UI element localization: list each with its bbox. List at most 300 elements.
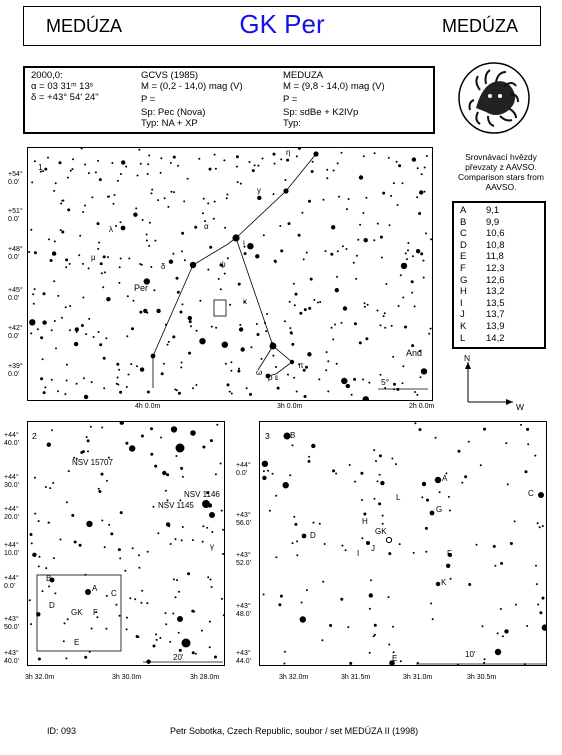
star [252,169,255,172]
star [388,552,391,555]
map2-x-tick-line: 3h 30.0m [112,674,142,681]
star [91,628,93,630]
map3-x-tick-2 [403,674,432,682]
comparison-mag: 11,8 [486,251,504,263]
star [162,471,166,475]
star [95,171,97,173]
map2-y-tick-line: +43° [4,650,19,657]
map3-y-tick-line: +44° [236,462,251,469]
star [497,632,499,634]
star [377,310,379,312]
gcvs-mag: M = (0,2 - 14,0) mag (V) [141,81,243,92]
star [337,162,339,164]
star [195,653,197,655]
star [526,625,528,627]
star [129,597,131,599]
star [120,511,123,514]
map1-y-tick-3 [8,287,23,302]
star [60,203,62,205]
star [222,529,224,531]
star [300,616,306,622]
map3-label-F: F [447,549,452,558]
star [364,306,366,308]
star [82,297,84,299]
comparison-id: A [460,205,467,216]
star [504,629,508,633]
star [426,155,428,157]
star [49,487,51,489]
star [336,276,338,278]
star [61,231,64,234]
star [373,449,375,451]
bright-star [283,188,288,193]
star [420,252,423,255]
star [147,173,149,175]
star [306,589,308,591]
star [424,167,426,169]
map3-x-tick-line: 3h 32.0m [279,674,309,681]
star [42,358,44,360]
label-per: Per [134,283,149,293]
star [422,482,426,486]
star [38,565,40,567]
ra: α = 03 31ᵐ 13ˢ [31,81,93,92]
star [413,552,415,554]
star [156,639,158,641]
star [98,242,100,244]
star [421,368,427,374]
star [79,544,82,547]
star [288,222,291,225]
map3-label-C: C [528,489,534,498]
star [247,243,253,249]
star [293,377,295,379]
map1-y-tick-line: 0.0' [8,332,20,340]
star [333,170,335,172]
star [393,182,395,184]
star [86,521,92,527]
greek-label-2: λ [109,225,113,234]
star [505,442,507,444]
star [101,520,103,522]
star [175,596,177,598]
map1-y-tick-line: 0.0' [8,178,20,186]
greek-label-8: κ [243,297,247,306]
star [272,473,274,475]
star [266,313,268,315]
star [407,242,409,244]
star [324,543,326,545]
map2-label-nsv1: NSV 15707 [72,458,113,467]
map3-y-tick-line: 56.0' [236,519,251,527]
star [65,266,67,268]
star [380,374,382,376]
star [34,251,37,254]
star [289,301,291,303]
map2-y-tick-line: 30.0' [4,481,19,489]
map1-y-tick-line: 0.0' [8,215,20,223]
map2-y-tick-2 [4,506,19,521]
star [458,450,461,453]
star [175,455,177,457]
star [125,442,128,445]
star [164,197,166,199]
star [425,527,428,530]
star [81,148,83,150]
star [341,378,347,384]
bright-star [151,354,156,359]
star [296,554,298,556]
star [30,533,33,536]
star [364,302,366,304]
star [414,391,416,393]
star [222,553,224,555]
star [292,444,294,446]
bright-star [176,444,185,453]
star [399,543,401,545]
map2-label-gamma: γ [210,542,214,551]
star [226,197,228,199]
star [38,520,40,522]
star [134,598,136,600]
star [180,311,183,314]
star [116,363,119,366]
star [393,383,396,386]
map1-y-tick-line: 0.0' [8,253,20,261]
star [292,542,294,544]
star [59,161,62,164]
info-box [23,66,435,134]
star [262,158,264,160]
star [374,152,376,154]
medusa-logo-icon [456,60,532,136]
star [202,541,204,543]
star [80,451,83,454]
star [84,656,87,659]
star [138,554,140,556]
star [106,595,108,597]
star [384,327,386,329]
star [129,445,135,451]
star [223,614,225,616]
star [280,249,283,252]
star [272,355,274,357]
map2-label-B: B [46,574,52,583]
star [69,329,71,331]
map1-x-tick-line: 4h 0.0m [135,403,161,410]
map1-x-tick-line: 3h 0.0m [277,403,303,410]
star [293,283,295,285]
star [160,157,162,159]
map1-y-tick-5 [8,363,23,378]
star [263,594,265,596]
star [29,319,35,325]
map1-y-tick-1 [8,208,23,223]
star [289,474,291,476]
star [398,164,401,167]
star [426,499,429,502]
star [265,330,267,332]
star [411,292,413,294]
header-right: MEDÚZA [442,16,518,36]
star [214,201,216,203]
star [269,510,271,512]
star [361,499,363,501]
map2-y-tick-line: 0.0' [4,582,16,590]
star [539,611,542,614]
star [227,257,229,259]
star [480,464,482,466]
star [537,604,539,606]
star [439,491,441,493]
title-box [23,6,541,46]
star [221,510,223,512]
star [411,280,414,283]
star [304,308,307,311]
star [305,366,308,369]
star [416,394,418,396]
star [494,565,496,567]
star [482,625,484,627]
star [88,172,90,174]
star [335,473,337,475]
star [121,160,125,164]
star [192,651,195,654]
star [120,421,124,425]
bright-star [495,649,501,655]
star [338,196,340,198]
comparison-row-E [460,251,540,263]
star [389,224,391,226]
star [424,191,426,193]
star [79,235,81,237]
star [163,363,165,365]
star [397,204,399,206]
star [182,476,184,478]
star [179,649,182,652]
star [141,435,144,438]
star [240,183,242,185]
star [411,344,414,347]
star [374,624,377,627]
star [47,443,51,447]
map3-y-tick-line: +43° [236,552,251,559]
map2-label-GK: GK [71,608,83,617]
map2-y-tick-line: 50.0' [4,623,19,631]
star [52,251,56,255]
star [108,524,110,526]
star [385,283,387,285]
map1-y-tick-4 [8,325,23,340]
star [359,224,361,226]
map2-y-tick-line: 10.0' [4,549,19,557]
star [325,369,327,371]
star [349,662,352,665]
star [190,325,192,327]
star [416,249,420,253]
bright-star [290,360,294,364]
star [255,254,259,258]
star [66,364,68,366]
map1-y-tick-line: +42° [8,325,23,332]
map1-number: 1 [38,162,43,172]
star [308,456,310,458]
star [231,393,233,395]
star [101,473,104,476]
star [360,472,363,475]
star [53,190,55,192]
star [280,595,283,598]
star [84,205,86,207]
star [30,229,32,231]
star [178,591,180,593]
star [362,379,364,381]
star [202,525,204,527]
star [369,593,373,597]
star [278,603,281,606]
star [151,192,153,194]
map3-label-GK: GK [375,527,387,536]
star [82,263,84,265]
star [284,651,286,653]
star [97,222,100,225]
star [45,486,47,488]
comparison-row-L [460,333,540,345]
comparison-row-I [460,298,540,310]
star [194,226,197,229]
star [214,154,216,156]
bright-star [435,477,441,483]
star [414,305,416,307]
star [379,474,381,476]
star [430,238,432,240]
star [124,570,126,572]
star [187,572,190,575]
star [183,200,185,202]
meduza-typ: Typ: [283,118,301,129]
star [239,324,241,326]
star [284,179,286,181]
bright-star [121,226,126,231]
map3-y-tick-3 [236,603,251,618]
map3-y-tick-line: 44.0' [236,657,251,665]
map3-label-B: B [290,431,296,440]
map2-label-scale: 20' [173,653,184,662]
star [147,551,149,553]
map1-y-tick-line: +54° [8,171,23,178]
star [151,189,153,191]
star [275,261,277,263]
star [286,159,289,162]
star [42,590,44,592]
map2-y-tick-line: 20.0' [4,513,19,521]
bright-star [538,492,544,498]
star [120,221,122,223]
star [125,166,127,168]
comparison-mag: 14,2 [486,332,505,344]
map3-y-tick-line: +43° [236,650,251,657]
star [332,338,334,340]
star [130,363,132,365]
star [310,278,313,281]
map2-y-tick-6 [4,650,19,665]
star [263,470,265,472]
map3-label-G: G [436,505,443,514]
comparison-mag: 13,5 [486,297,505,309]
star [448,496,450,498]
star [290,331,293,334]
star [202,212,204,214]
star [464,475,467,478]
star [48,522,50,524]
star [421,496,423,498]
map2-x-tick-1 [112,674,141,682]
star [115,604,117,606]
star [201,630,203,632]
star [382,192,385,195]
star [154,240,156,242]
map2-label-F: F [93,608,98,617]
star [301,602,303,604]
map1-y-tick-line: 0.0' [8,294,20,302]
gcvs-typ: Typ: NA + XP [141,118,198,129]
star [31,181,33,183]
star [146,234,148,236]
star [334,324,336,326]
star [323,199,325,201]
star [215,473,217,475]
star [224,227,226,229]
map2-y-tick-0 [4,432,19,447]
map3-label-K: K [441,578,447,587]
star [279,225,281,227]
star [214,656,217,659]
star [539,526,541,528]
star [32,293,34,295]
star [377,223,379,225]
star [236,155,239,158]
star [110,532,113,535]
star [284,320,286,322]
star [34,288,36,290]
star [534,455,536,457]
star [180,467,183,470]
star [374,498,376,500]
comparison-id: F [460,263,466,274]
star [118,282,120,284]
star [182,303,184,305]
star [535,565,537,567]
star [229,391,231,393]
star [224,273,226,275]
star [207,576,209,578]
star [198,158,200,160]
star [61,200,63,202]
star [263,234,265,236]
map2-label-A: A [92,584,98,593]
star [57,295,59,297]
star [65,657,67,659]
star [101,272,103,274]
star [167,206,169,208]
star [104,546,106,548]
star [216,424,218,426]
star [176,277,179,280]
star [86,436,88,438]
star [306,252,308,254]
star [343,306,347,310]
finder-chart-detail [259,421,547,666]
